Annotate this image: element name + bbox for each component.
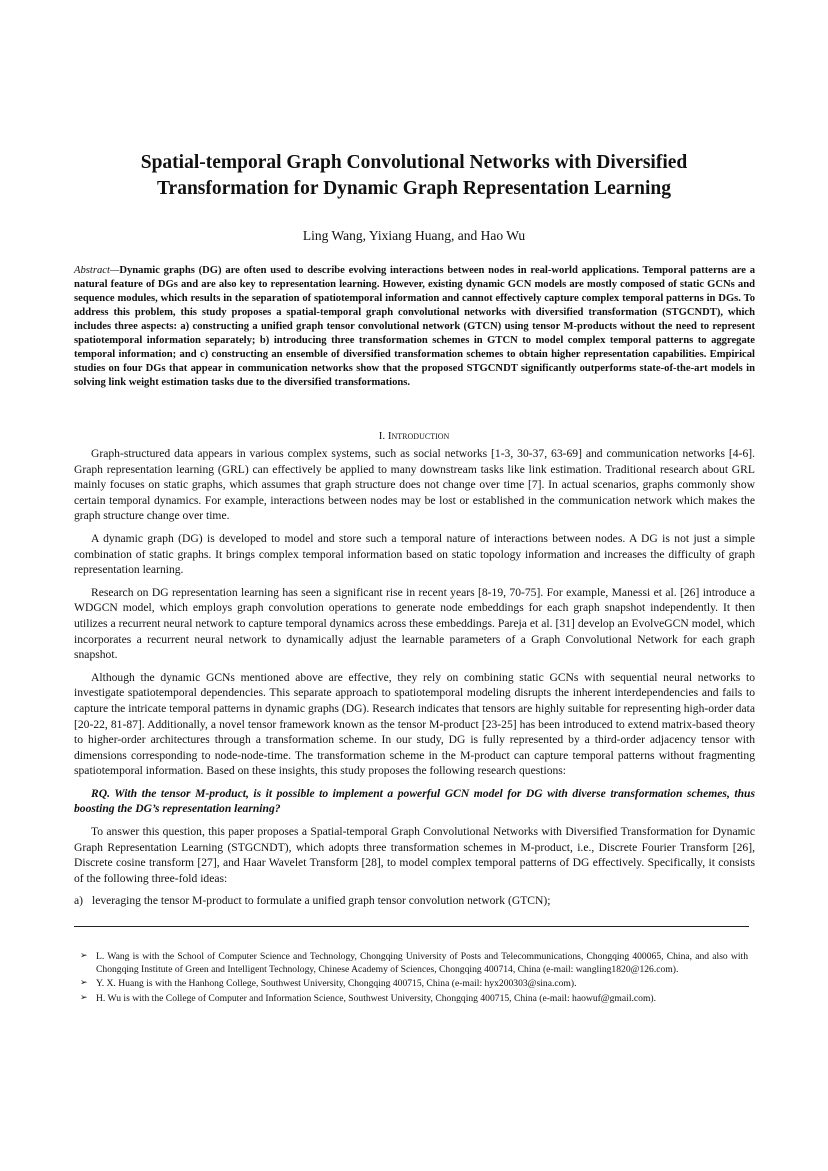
title-line-2: Transformation for Dynamic Graph Representation Learning — [156, 178, 672, 199]
abstract-text: Dynamic graphs (DG) are often used to describe evolving interactions between nodes in real-world applications. Temporal patterns are a natural feature of DGs and are also key to representation learning. However, existing dynamic GCN models are mostly composed of static GCNs and sequence modules, which results in the separation of spatiotemporal information and cannot effectively capture complex temporal patterns in DGs. To address this problem, this study proposes a spatial-temporal graph convolutional networks with diversified transformation (STGCNDT), which includes three aspects: a) constructing a unified graph tensor convolutional network (GTCN) using tensor M-products without the need to represent spatiotemporal information separately; b) introducing three transformation schemes in GTCN to model complex temporal patterns to aggregate temporal information; and c) constructing an ensemble of diversified transformation schemes to obtain higher representation capabilities. Empirical studies on four DGs that appear in communication networks show that the proposed STGCNDT significantly outperforms state-of-the-art models in solving link weight estimation tasks due to the diversified transformations. — [74, 265, 755, 388]
section-heading-introduction — [60, 429, 768, 443]
body-paragraph-1: Graph-structured data appears in various complex systems, such as social networks [1-3, 30-37, 63-69] and communication networks [4-6]. Graph representation learning (GRL) can effectively be applied to many downstream tasks like link estimation. Traditional research about GRL mainly focuses on static graphs, which assumes that graph structure does not change over time [7]. In actual scenarios, graphs commonly show certain temporal dynamics. For example, interactions between nodes may be lost or established in the communication network which makes the graph structure change over time. — [74, 447, 755, 523]
list-item-label: a) — [74, 894, 84, 908]
body-paragraph-5: To answer this question, this paper proposes a Spatial-temporal Graph Convolutional Networks with Diversified Transformation for Dynamic Graph Representation Learning (STGCNDT), which adopts three transformation schemes in M-product, i.e., Discrete Fourier Transform [26], Discrete cosine transform [27], and Haar Wavelet Transform [28], to model complex temporal patterns of DG effectively. Specifically, it consists of the following three-fold ideas: — [74, 825, 755, 885]
body-paragraph-2: A dynamic graph (DG) is developed to model and store such a temporal nature of interactions between nodes. A DG is not just a simple combination of static graphs. It brings complex temporal information based on static topology information and increases the difficulty of graph representation learning. — [74, 531, 755, 577]
arrow-bullet-icon: ➢ — [80, 951, 88, 961]
footnote-text: L. Wang is with the School of Computer Science and Technology, Chongqing University of Posts and Telecommunications, Chongqing 400065, China, and also with Chongqing Institute of Green and Intelligent Technology, Chinese Academy of Sciences, Chongqing 400714, China (e-mail: wangling1820@126.com). — [96, 951, 748, 976]
title-line-1: Spatial-temporal Graph Convolutional Networks with Diversified — [140, 152, 688, 173]
section-title: Introduction — [387, 430, 450, 442]
list-item-text: leveraging the tensor M-product to formulate a unified graph tensor convolution network (GTCN); — [92, 894, 551, 908]
footnote-item — [80, 992, 748, 1005]
body-paragraph-3: Research on DG representation learning has seen a significant rise in recent years [8-19, 70-75]. For example, Manessi et al. [26] introduce a WDGCN model, which employs graph convolution operations to generate node embeddings for each graph snapshot independently. It then utilizes a recurrent neural network to capture temporal dynamics across these embeddings. Pareja et al. [31] develop an EvolveGCN model, which incorporates a recurrent neural network to dynamically adjust the learnable parameters of a Graph Convolutional Network for each graph snapshot. — [74, 585, 755, 662]
arrow-bullet-icon: ➢ — [80, 992, 88, 1003]
introduction-body — [74, 446, 755, 909]
paper-title — [60, 150, 768, 202]
abstract-label: Abstract— — [74, 265, 120, 276]
abstract — [74, 264, 755, 390]
research-question: RQ. With the tensor M-product, is it possible to implement a powerful GCN model for DG with diverse transformation schemes, thus boosting the DG’s representation learning? — [74, 786, 755, 816]
footnote-text: H. Wu is with the College of Computer and Information Science, Southwest University, Chongqing 400715, China (e-mail: haowuf@gmail.com). — [96, 992, 656, 1004]
author-footnotes — [80, 950, 748, 1006]
section-number: I. — [378, 430, 386, 442]
footnote-item — [80, 950, 748, 976]
contribution-list-item — [74, 893, 755, 909]
body-paragraph-4: Although the dynamic GCNs mentioned above are effective, they rely on combining static GCNs with sequential neural networks to investigate spatiotemporal dependencies. This separate approach to spatiotemporal modeling disrupts the inherent interdependencies and fails to capture the intricate temporal patterns in dynamic graphs (DG). Research indicates that tensors are highly suitable for representing high-order data [20-22, 81-87]. Additionally, a novel tensor framework known as the tensor M-product [23-25] has been introduced to extend matrix-based theory to higher-order architectures through a transformation scheme. In our study, DG is fully represented by a third-order adjacency tensor with dimensions corresponding to node-node-time. The transformation scheme in the M-product can capture temporal patterns without fragmenting spatiotemporal information. Based on these insights, this study proposes the following research questions: — [74, 670, 755, 778]
footnote-item — [80, 977, 748, 990]
author-list: Ling Wang, Yixiang Huang, and Hao Wu — [302, 228, 526, 243]
footnote-text: Y. X. Huang is with the Hanhong College, Southwest University, Chongqing 400715, China (e-mail: hyx200303@sina.com). — [96, 978, 577, 990]
arrow-bullet-icon: ➢ — [80, 978, 88, 989]
footnote-divider — [74, 926, 749, 927]
